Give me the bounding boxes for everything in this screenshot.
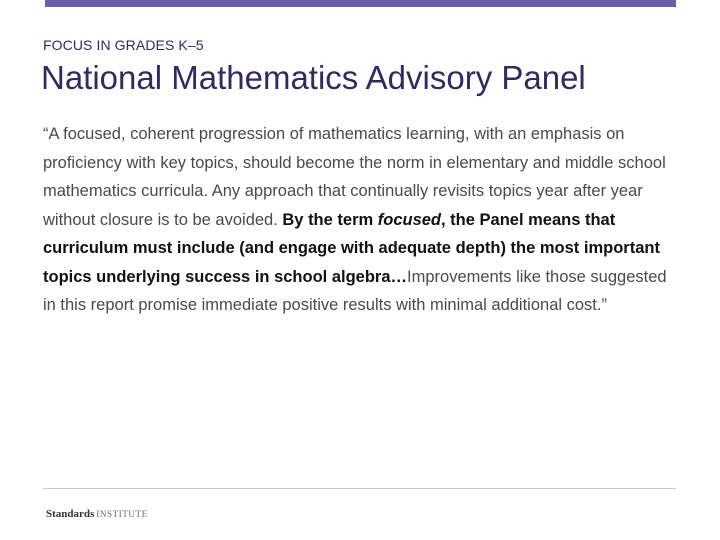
slide-title: National Mathematics Advisory Panel: [41, 59, 586, 96]
quote-text-regular: “A focused, coherent progression of mathematics learning, with an emphasis on proficiency with key topics, should become the norm in elementary and middle school mathematics curricula. Any approach that continually revisits topics year after year without closure is to be avoided.: [43, 125, 666, 229]
logo-suffix-text: INSTITUTE: [96, 509, 148, 519]
footer-divider: [43, 488, 676, 489]
section-kicker: FOCUS IN GRADES K–5: [43, 37, 204, 53]
logo-brand-text: Standards: [46, 508, 95, 520]
quote-bold-rest: , the Panel means that curriculum must include (and engage with adequate depth) the most important topics underlying success in school algebra…: [43, 210, 660, 286]
quote-bold-lead: By the term: [282, 210, 378, 229]
quote-emphasis-focused: focused: [377, 210, 442, 229]
top-accent-bar: [45, 0, 676, 7]
standards-institute-logo: [46, 504, 148, 522]
quote-paragraph: [43, 120, 683, 320]
quote-text-closing: Improvements like those suggested in this report promise immediate positive results with minimal additional cost.”: [43, 267, 667, 314]
